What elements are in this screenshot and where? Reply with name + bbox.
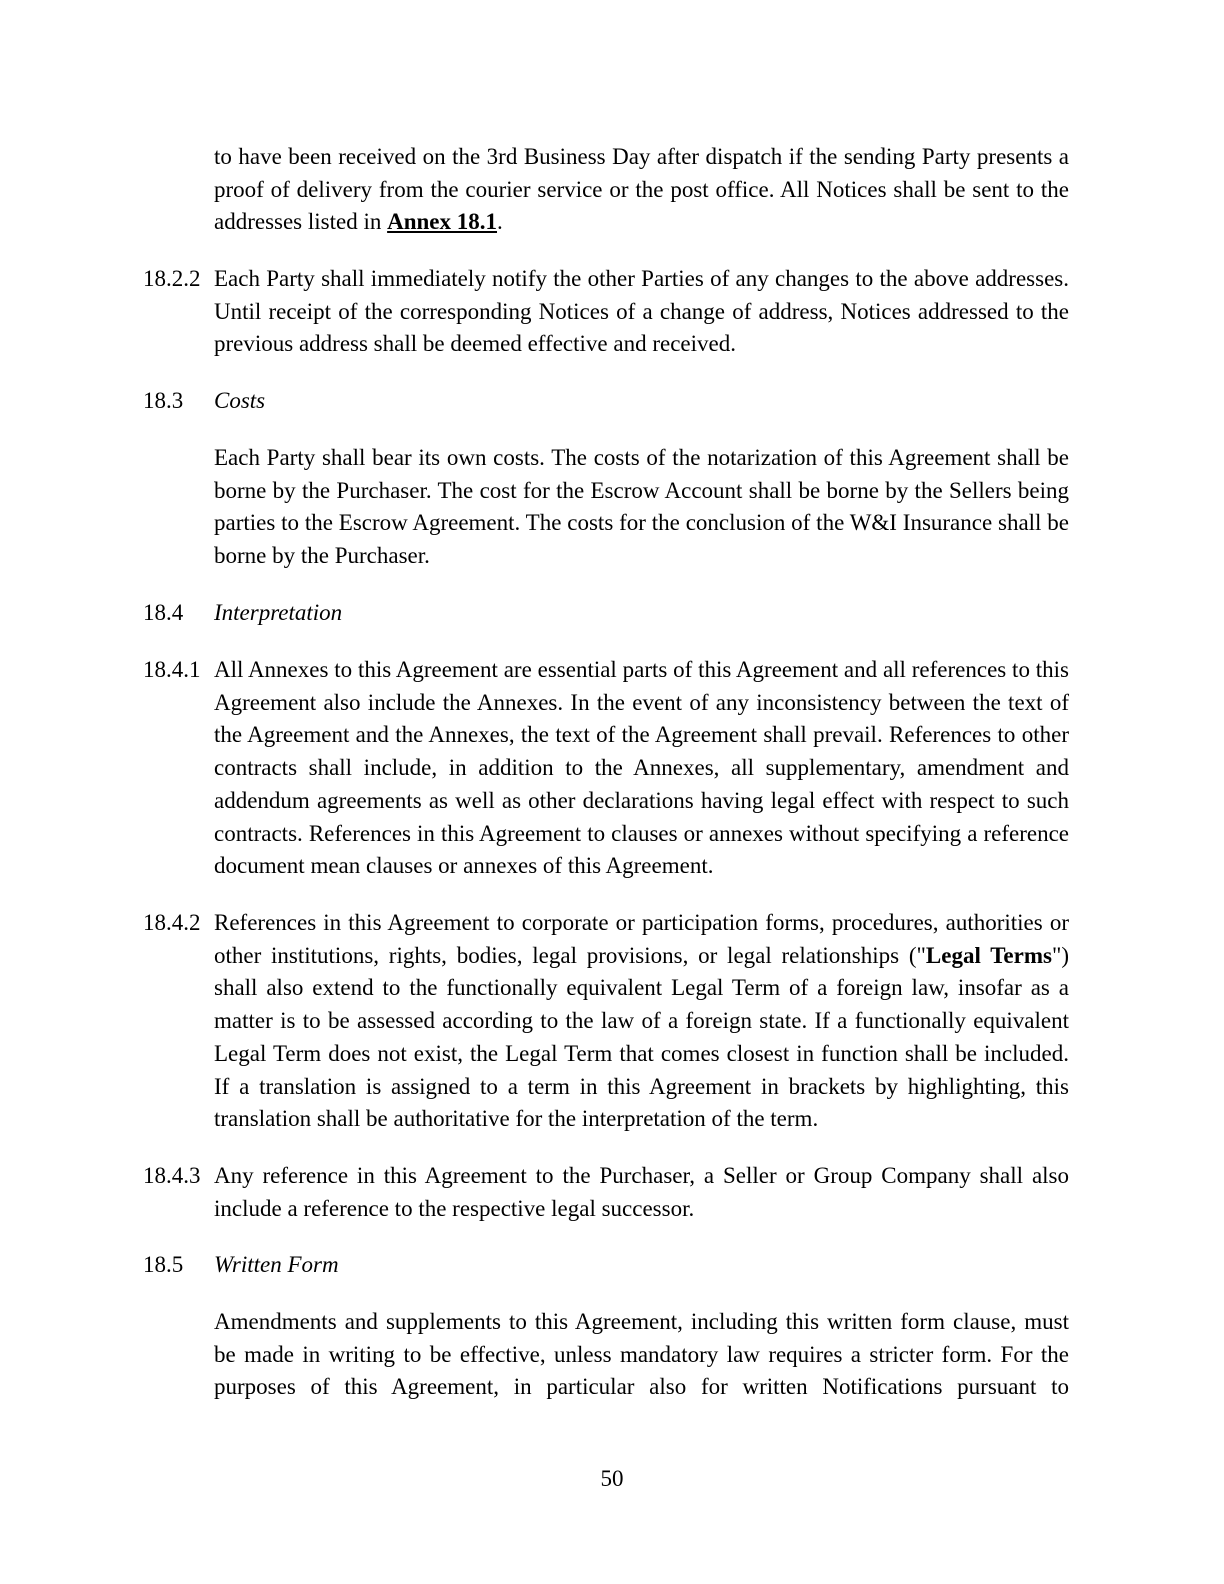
- clause-18-2-2-number: 18.2.2: [143, 266, 201, 291]
- clause-18-4-number: 18.4: [143, 600, 184, 625]
- clause-18-3-number: 18.3: [143, 388, 184, 413]
- clause-18-5-text: Amendments and supplements to this Agreement, including this written form clause, must be made in writing to be effective, unless mandatory law requires a stricter form. For the purposes of this Agreement, in particular also for written Notifications pursuant to: [214, 1309, 1069, 1400]
- clause-18-3-text: Each Party shall bear its own costs. The costs of the notarization of this Agreement shall be borne by the Purchaser. The cost for the Escrow Account shall be borne by the Sellers being parties to the Escrow Agreement. The costs for the conclusion of the W&I Insurance shall be borne by the Purchaser.: [214, 445, 1069, 569]
- clause-18-5-number: 18.5: [143, 1252, 184, 1277]
- clause-18-4-3-number: 18.4.3: [143, 1163, 201, 1188]
- clause-18-4-3-text: Any reference in this Agreement to the Purchaser, a Seller or Group Company shall also include a reference to the respective legal successor.: [214, 1163, 1069, 1221]
- legal-terms-definition: Legal Terms: [925, 942, 1052, 968]
- continuation-paragraph: [214, 141, 1069, 239]
- clause-18-5-heading: Written Form: [214, 1252, 339, 1277]
- clause-18-4-2-text-1: References in this Agreement to corporate or participation forms, procedures, authorities or other institutions, rights, bodies, legal provisions, or legal relationships (": [214, 910, 1069, 968]
- clause-18-3-heading: Costs: [214, 388, 266, 413]
- clause-18-4-2-number: 18.4.2: [143, 910, 201, 935]
- clause-18-4-1-number: 18.4.1: [143, 657, 201, 682]
- clause-18-4-1-text: All Annexes to this Agreement are essential parts of this Agreement and all references to this Agreement also include the Annexes. In the event of any inconsistency between the text of the Agreement and the Annexes, the text of the Agreement shall prevail. References to other contracts shall include, in addition to the Annexes, all supplementary, amendment and addendum agreements as well as other declarations having legal effect with respect to such contracts. References in this Agreement to clauses or annexes without specifying a reference document mean clauses or annexes of this Agreement.: [214, 657, 1069, 879]
- page-number: 50: [600, 1466, 624, 1491]
- clause-18-4-2-text: [214, 907, 1069, 1136]
- annex-18-1-reference: Annex 18.1: [387, 209, 498, 235]
- clause-18-2-2-text: Each Party shall immediately notify the other Parties of any changes to the above addresses. Until receipt of the corresponding Notices of a change of address, Notices addressed to the previous address shall be deemed effective and received.: [214, 266, 1069, 357]
- continuation-text-1: to have been received on the 3rd Business Day after dispatch if the sending Party presents a proof of delivery from the courier service or the post office. All Notices shall be sent to the addresses listed in: [214, 144, 1069, 235]
- continuation-text-2: .: [497, 209, 503, 235]
- clause-18-4-heading: Interpretation: [214, 600, 343, 625]
- clause-18-4-2-text-2: ") shall also extend to the functionally equivalent Legal Term of a foreign law, insofar as a matter is to be assessed according to the law of a foreign state. If a functionally equivalent Legal Term does not exist, the Legal Term that comes closest in function shall be included. If a translation is assigned to a term in this Agreement in brackets by highlighting, this translation shall be authoritative for the interpretation of the term.: [214, 942, 1070, 1132]
